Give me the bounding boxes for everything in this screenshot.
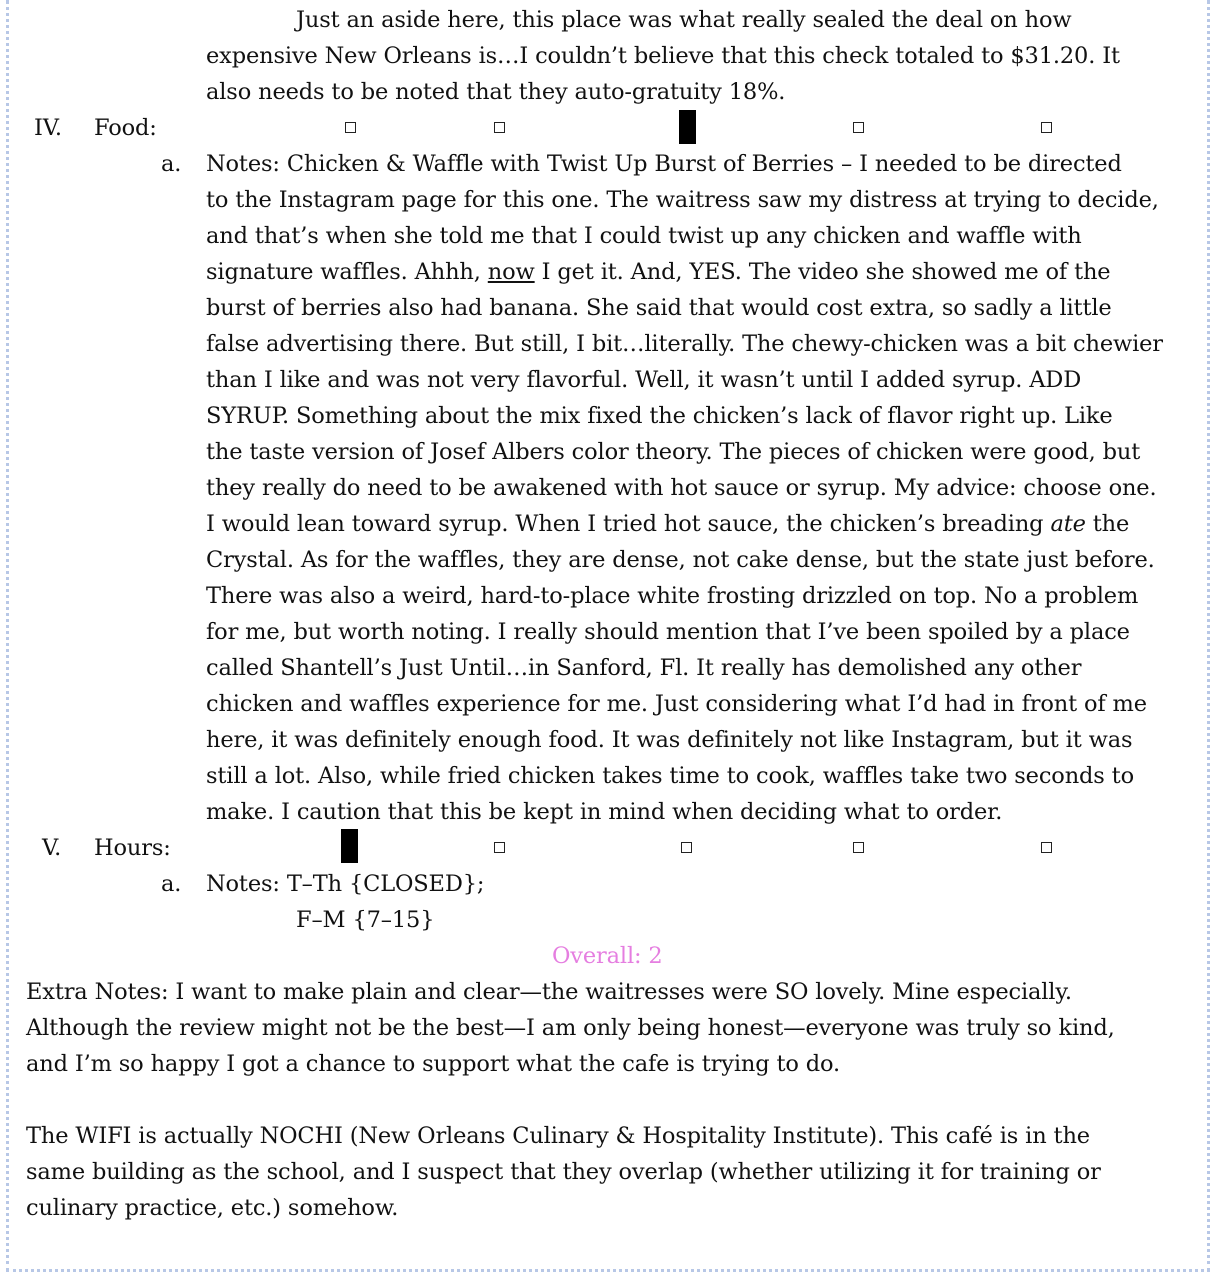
food-note-line: and that’s when she told me that I could twist up any chicken and waffle with [206,223,1082,249]
hours-numeral: V. [42,835,62,861]
hours-label: Hours: [94,835,171,861]
aside-line: also needs to be noted that they auto-gratuity 18%. [206,79,786,105]
food-note-italic: ate [1050,511,1086,537]
food-note-line [206,506,1129,542]
food-rating-checkbox-1[interactable] [345,122,356,133]
food-note-text: the [1085,511,1130,537]
food-note-line: chicken and waffles experience for me. Just considering what I’d had in front of me [206,691,1147,717]
food-note-line: still a lot. Also, while fried chicken takes time to cook, waffles take two seconds to [206,763,1134,789]
food-note-underlined: now [487,259,535,285]
food-note-text: signature waffles. Ahhh, [206,259,488,285]
food-rating-checkbox-5[interactable] [1041,122,1052,133]
food-note-line: they really do need to be awakened with hot sauce or syrup. My advice: choose one. [206,475,1157,501]
food-rating-checkbox-3-selected[interactable] [679,110,696,144]
food-note-line: called Shantell’s Just Until…in Sanford, Fl. It really has demolished any other [206,655,1082,681]
hours-rating-checkbox-2[interactable] [494,842,505,853]
food-note-line: to the Instagram page for this one. The waitress saw my distress at trying to decide, [206,187,1159,213]
food-note-line: make. I caution that this be kept in mind when deciding what to order. [206,799,1003,825]
hours-rating-checkbox-4[interactable] [853,842,864,853]
food-note-line: Crystal. As for the waffles, they are dense, not cake dense, but the state just before. [206,547,1155,573]
extra-notes-line: Extra Notes: I want to make plain and clear—the waitresses were SO lovely. Mine especially. [26,979,1072,1005]
food-note-line [206,254,1110,290]
food-label: Food: [94,115,157,141]
hours-rating-checkbox-3[interactable] [681,842,692,853]
aside-line: Just an aside here, this place was what really sealed the deal on how [296,7,1072,33]
aside-line: expensive New Orleans is…I couldn’t believe that this check totaled to $31.20. It [206,43,1120,69]
food-note-line: here, it was definitely enough food. It was definitely not like Instagram, but it was [206,727,1133,753]
wifi-notes-line: The WIFI is actually NOCHI (New Orleans Culinary & Hospitality Institute). This café is in the [26,1123,1090,1149]
food-note-line: than I like and was not very flavorful. Well, it wasn’t until I added syrup. ADD [206,367,1082,393]
food-numeral: IV. [34,115,62,141]
hours-note-marker: a. [161,871,182,897]
food-rating-checkbox-4[interactable] [853,122,864,133]
food-note-line: false advertising there. But still, I bit…literally. The chewy-chicken was a bit chewier [206,331,1163,357]
food-note-line: for me, but worth noting. I really should mention that I’ve been spoiled by a place [206,619,1130,645]
food-note-line: the taste version of Josef Albers color theory. The pieces of chicken were good, but [206,439,1141,465]
food-rating-checkbox-2[interactable] [494,122,505,133]
hours-rating-checkbox-1-selected[interactable] [341,829,358,863]
food-note-line: Notes: Chicken & Waffle with Twist Up Burst of Berries – I needed to be directed [206,151,1122,177]
hours-note-line: Notes: T–Th {CLOSED}; [206,871,485,897]
hours-rating-checkbox-5[interactable] [1041,842,1052,853]
food-note-line: SYRUP. Something about the mix fixed the chicken’s lack of flavor right up. Like [206,403,1113,429]
food-note-line: There was also a weird, hard-to-place white frosting drizzled on top. No a problem [206,583,1139,609]
extra-notes-line: and I’m so happy I got a chance to support what the cafe is trying to do. [26,1051,841,1077]
hours-note-line: F–M {7–15} [296,907,435,933]
food-note-line: burst of berries also had banana. She said that would cost extra, so sadly a little [206,295,1112,321]
food-note-text: I would lean toward syrup. When I tried hot sauce, the chicken’s breading [206,511,1051,537]
wifi-notes-line: culinary practice, etc.) somehow. [26,1195,399,1221]
wifi-notes-line: same building as the school, and I suspect that they overlap (whether utilizing it for training or [26,1159,1101,1185]
food-note-marker: a. [161,151,182,177]
extra-notes-line: Although the review might not be the best—I am only being honest—everyone was truly so kind, [26,1015,1115,1041]
overall-score: Overall: 2 [552,943,663,969]
food-note-text: I get it. And, YES. The video she showed me of the [534,259,1111,285]
